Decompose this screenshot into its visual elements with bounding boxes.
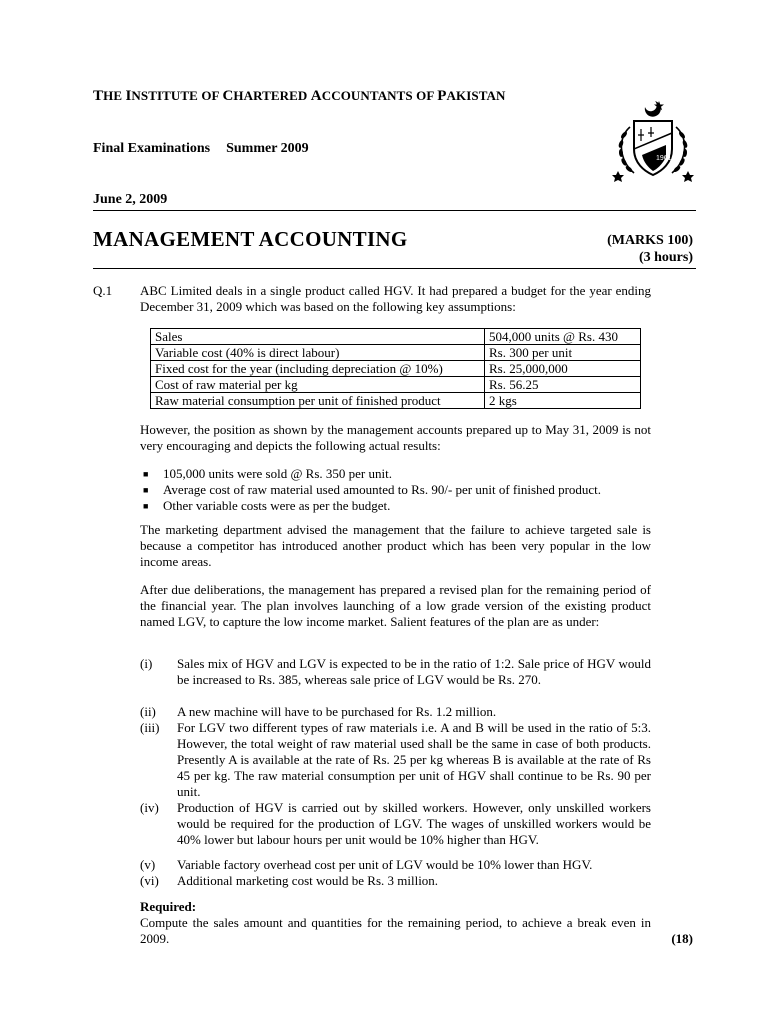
assumptions-table <box>150 328 641 409</box>
plan-item-number: (i) <box>140 656 153 671</box>
bullet-square-icon: ■ <box>143 501 149 511</box>
plan-item <box>140 800 651 864</box>
plan-item <box>140 857 651 873</box>
subject-divider <box>93 268 696 269</box>
question-number: Q.1 <box>93 283 113 298</box>
marks-label: (MARKS 100) <box>607 233 693 248</box>
assumption-value: Rs. 300 per unit <box>485 345 641 361</box>
marketing-paragraph: The marketing department advised the management that the failure to achieve targeted sale is because a competitor has introduced another product which has been very popular in the low income areas. <box>140 522 651 569</box>
plan-item-number: (vi) <box>140 873 159 888</box>
institute-crest-logo <box>612 97 694 185</box>
plan-item-number: (v) <box>140 857 156 872</box>
list-item: ■ Other variable costs were as per the budget. <box>143 498 391 513</box>
table-row <box>151 345 641 361</box>
plan-item-text: For LGV two different types of raw materials i.e. A and B will be used in the ratio of 5:3. However, the total weight of raw material used shall be the same in case of both products. Presently A is available at the rate of Rs. 25 per kg whereas B is available at the rate of Rs 45 per kg. The raw material consumption per unit of HGV shall continue to be Rs. 90 per unit. <box>177 720 651 799</box>
plan-item <box>140 720 651 800</box>
title-word-rest: HE <box>103 88 123 103</box>
title-word-rest: HARTERED <box>233 88 308 103</box>
title-word-cap: I <box>125 88 132 104</box>
assumption-value: Rs. 25,000,000 <box>485 361 641 377</box>
header-divider <box>93 210 696 211</box>
plan-item <box>140 704 651 720</box>
title-word-cap: T <box>93 88 104 104</box>
list-item: ■ 105,000 units were sold @ Rs. 350 per unit. <box>143 466 392 481</box>
plan-item-text: Sales mix of HGV and LGV is expected to be in the ratio of 1:2. Sale price of HGV would be increased to Rs. 385, whereas sale price of LGV would be Rs. 270. <box>177 656 651 687</box>
crest-year: 1961 <box>656 155 672 162</box>
bullet-square-icon: ■ <box>143 469 149 479</box>
list-item: ■ Average cost of raw material used amounted to Rs. 90/- per unit of finished product. <box>143 482 602 497</box>
question-intro: ABC Limited deals in a single product called HGV. It had prepared a budget for the year ending December 31, 2009 which was based on the following key assumptions: <box>140 283 651 314</box>
assumption-value: Rs. 56.25 <box>485 377 641 393</box>
assumption-item: Cost of raw material per kg <box>151 377 485 393</box>
assumption-item: Variable cost (40% is direct labour) <box>151 345 485 361</box>
assumption-item: Fixed cost for the year (including depreciation @ 10%) <box>151 361 485 377</box>
assumption-value: 504,000 units @ Rs. 430 <box>485 329 641 345</box>
title-word-cap: P <box>437 88 447 104</box>
title-word-rest: AKISTAN <box>446 88 506 103</box>
assumption-item: Raw material consumption per unit of finished product <box>151 393 485 409</box>
subject-title: MANAGEMENT ACCOUNTING <box>93 227 408 251</box>
table-row <box>151 361 641 377</box>
actual-results-intro: However, the position as shown by the management accounts prepared up to May 31, 2009 is not very encouraging and depicts the following actual results: <box>140 422 651 453</box>
question-marks: (18) <box>671 931 693 946</box>
plan-item-number: (ii) <box>140 704 156 719</box>
table-row <box>151 329 641 345</box>
assumption-item: Sales <box>151 329 485 345</box>
plan-paragraph: After due deliberations, the management has prepared a revised plan for the remaining period of the financial year. The plan involves launching of a low grade version of the existing product named LGV, to capture the low income market. Salient features of the plan are as under: <box>140 582 651 629</box>
total-marks <box>607 232 693 266</box>
exam-session-line <box>93 141 309 157</box>
title-word-rest: OF <box>416 88 434 103</box>
table-row <box>151 377 641 393</box>
title-word-rest: OF <box>201 88 220 103</box>
plan-item-number: (iii) <box>140 720 160 735</box>
exam-session: Summer 2009 <box>226 141 309 156</box>
title-word-cap: C <box>222 88 234 104</box>
plan-item-text: Variable factory overhead cost per unit of LGV would be 10% lower than HGV. <box>177 857 593 872</box>
title-word-rest: CCOUNTANTS <box>321 88 413 103</box>
exam-name: Final Examinations <box>93 141 211 156</box>
required-text: Compute the sales amount and quantities for the remaining period, to achieve a break even in 2009. <box>140 915 651 946</box>
actual-results-list <box>140 466 601 514</box>
duration-label: (3 hours) <box>638 250 693 265</box>
institute-title <box>93 88 506 104</box>
exam-date: June 2, 2009 <box>93 192 168 207</box>
required-heading: Required: <box>140 899 197 914</box>
plan-item-text: A new machine will have to be purchased for Rs. 1.2 million. <box>177 704 497 719</box>
plan-item <box>140 873 651 889</box>
title-word-cap: A <box>310 88 322 104</box>
plan-item-text: Production of HGV is carried out by skilled workers. However, only unskilled workers would be required for the production of LGV. The wages of unskilled workers would be 40% lower but labour hours per unit would be 10% higher than HGV. <box>177 800 651 847</box>
plan-item-number: (iv) <box>140 800 159 815</box>
required-label: Required <box>140 899 192 914</box>
bullet-square-icon: ■ <box>143 485 149 495</box>
plan-item-text: Additional marketing cost would be Rs. 3 million. <box>177 873 439 888</box>
table-row <box>151 393 641 409</box>
plan-item <box>140 656 651 704</box>
title-word-rest: NSTITUTE <box>131 88 198 103</box>
assumption-value: 2 kgs <box>485 393 641 409</box>
